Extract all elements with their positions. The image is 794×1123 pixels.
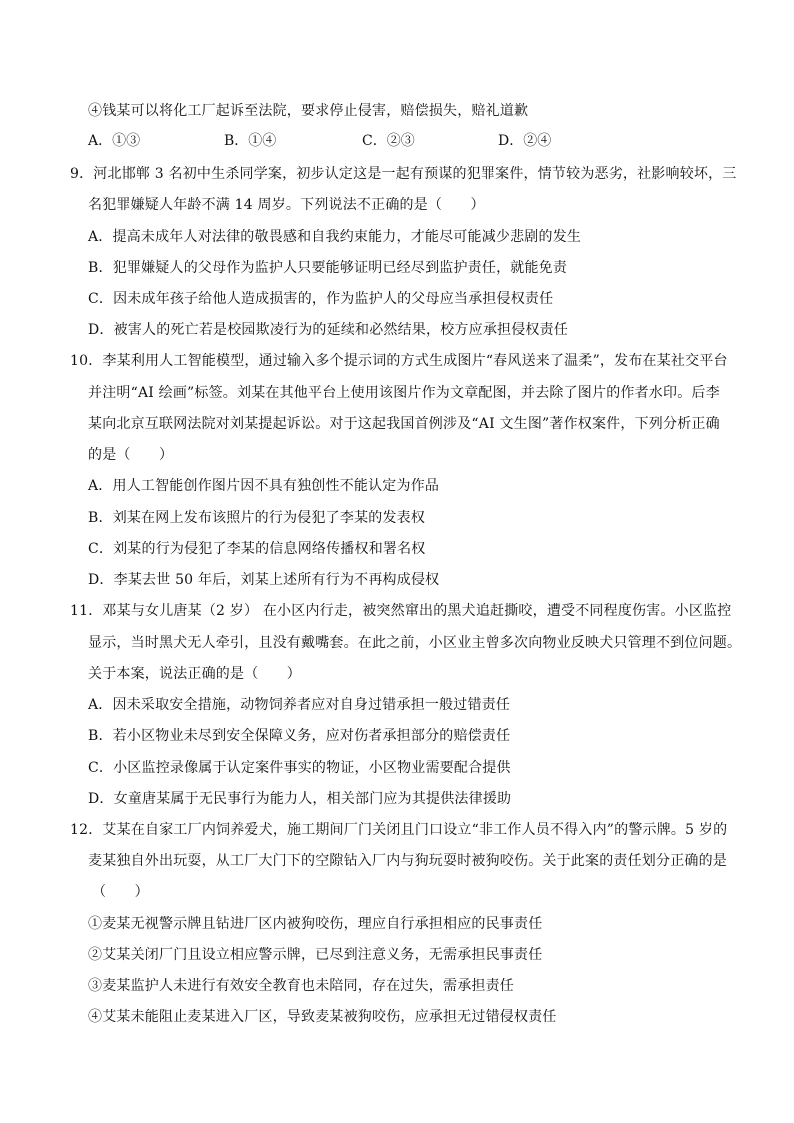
q10-option-b: B．刘某在网上发布该照片的行为侵犯了李某的发表权 [88, 510, 426, 526]
q11-option-a: A．因未采取安全措施，动物饲养者应对自身过错承担一般过错责任 [88, 697, 511, 713]
q9-stem-line-2: 名犯罪嫌疑人年龄不满 14 周岁。下列说法不正确的是（ ） [88, 197, 485, 213]
q9-option-c: C．因未成年孩子给他人造成损害的，作为监护人的父母应当承担侵权责任 [88, 291, 554, 307]
q12-stem-line-3: （ ） [92, 884, 149, 900]
q9-option-d: D．被害人的死亡若是校园欺凌行为的延续和必然结果，校方应承担侵权责任 [88, 322, 569, 338]
q10-option-a: A．用人工智能创作图片因不具有独创性不能认定为作品 [88, 478, 440, 494]
q9-option-b: B．犯罪嫌疑人的父母作为监护人只要能够证明已经尽到监护责任，就能免责 [88, 260, 568, 276]
q10-option-d: D．李某去世 50 年后，刘某上述所有行为不再构成侵权 [88, 572, 440, 588]
q12-item-4: ④艾某未能阻止麦某进入厂区，导致麦某被狗咬伤，应承担无过错侵权责任 [88, 1009, 557, 1025]
q11-option-d: D．女童唐某属于无民事行为能力人，相关部门应为其提供法律援助 [88, 791, 512, 807]
q10-stem-line-4: 的是（ ） [88, 447, 174, 463]
q10-stem-line-3: 某向北京互联网法院对刘某提起诉讼。对于这起我国首例涉及“AI 文生图”著作权案件，下列分析正确 [88, 416, 720, 432]
q11-option-b: B．若小区物业未尽到安全保障义务，应对伤者承担部分的赔偿责任 [88, 728, 511, 744]
q8-option-a: A．①③ [88, 133, 141, 149]
q8-option-b: B．①④ [224, 133, 277, 149]
q12-stem-line-1: 12．艾某在自家工厂内饲养爱犬，施工期间厂门关闭且门口设立“非工作人员不得入内”的警示牌。5 岁的 [70, 822, 728, 838]
q11-stem-line-2: 显示，当时黑犬无人牵引，且没有戴嘴套。在此之前，小区业主曾多次向物业反映犬只管理不到位问题。 [88, 635, 742, 651]
q9-stem-line-1: 9．河北邯郸 3 名初中生杀同学案，初步认定这是一起有预谋的犯罪案件，情节较为恶劣，社影响较坏，三 [70, 166, 737, 182]
q10-stem-line-2: 并注明“AI 绘画”标签。刘某在其他平台上使用该图片作为文章配图，并去除了图片的作者水印。后李 [88, 385, 720, 401]
q12-item-3: ③麦某监护人未进行有效安全教育也未陪同，存在过失，需承担责任 [88, 978, 514, 994]
q8-option-d: D．②④ [498, 133, 552, 149]
q9-option-a: A．提高未成年人对法律的敬畏感和自我约束能力，才能尽可能减少悲剧的发生 [88, 229, 582, 245]
q12-item-1: ①麦某无视警示牌且钻进厂区内被狗咬伤，理应自行承担相应的民事责任 [88, 916, 543, 932]
q12-item-2: ②艾某关闭厂门且设立相应警示牌，已尽到注意义务，无需承担民事责任 [88, 947, 543, 963]
q10-stem-line-1: 10．李某利用人工智能模型，通过输入多个提示词的方式生成图片“春风送来了温柔”，发布在某社交平台 [70, 353, 728, 369]
q11-stem-line-3: 关于本案，说法正确的是（ ） [88, 666, 301, 682]
q8-item-4: ④钱某可以将化工厂起诉至法院，要求停止侵害，赔偿损失，赔礼道歉 [88, 103, 529, 119]
q11-option-c: C．小区监控录像属于认定案件事实的物证，小区物业需要配合提供 [88, 760, 511, 776]
q10-option-c: C．刘某的行为侵犯了李某的信息网络传播权和署名权 [88, 541, 426, 557]
q11-stem-line-1: 11．邓某与女儿唐某（2 岁） 在小区内行走，被突然窜出的黑犬追赶撕咬，遭受不同程度伤害。小区监控 [70, 603, 732, 619]
q8-option-c: C．②③ [362, 133, 415, 149]
q12-stem-line-2: 麦某独自外出玩耍，从工厂大门下的空隙钻入厂内与狗玩耍时被狗咬伤。关于此案的责任划分正确的是 [88, 853, 727, 869]
